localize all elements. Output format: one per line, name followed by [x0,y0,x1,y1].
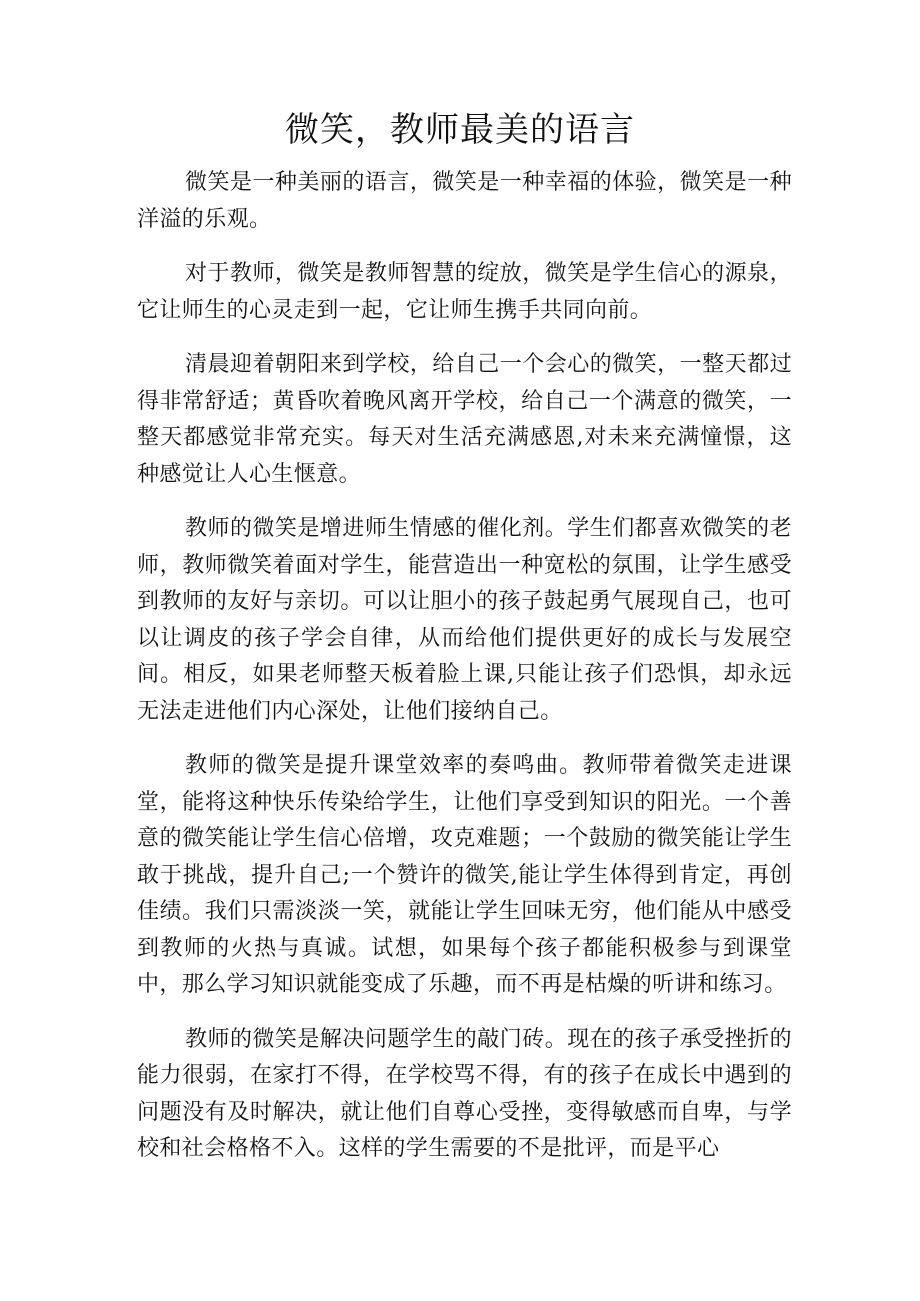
paragraph-3: 清晨迎着朝阳来到学校，给自己一个会心的微笑，一整天都过得非常舒适；黄昏吹着晚风离开学校，给自己一个满意的微笑，一整天都感觉非常充实。每天对生活充满感恩,对未来充满憧憬，这种感觉让人心生惬意。 [137,352,792,487]
paragraph-2: 对于教师，微笑是教师智慧的绽放，微笑是学生信心的源泉，它让师生的心灵走到一起，它让师生携手共同向前。 [137,261,792,323]
paragraph-4: 教师的微笑是增进师生情感的催化剂。学生们都喜欢微笑的老师，教师微笑着面对学生，能营造出一种宽松的氛围，让学生感受到教师的友好与亲切。可以让胆小的孩子鼓起勇气展现自己，也可以让调皮的孩子学会自律，从而给他们提供更好的成长与发展空间。相反，如果老师整天板着脸上课,只能让孩子们恐惧，却永远无法走进他们内心深处，让他们接纳自己。 [137,516,792,724]
paragraph-5: 教师的微笑是提升课堂效率的奏鸣曲。教师带着微笑走进课堂，能将这种快乐传染给学生，让他们享受到知识的阳光。一个善意的微笑能让学生信心倍增，攻克难题；一个鼓励的微笑能让学生敢于挑战，提升自己;一个赞许的微笑,能让学生体得到肯定，再创佳绩。我们只需淡淡一笑，就能让学生回味无穷，他们能从中感受到教师的火热与真诚。试想，如果每个孩子都能积极参与到课堂中，那么学习知识就能变成了乐趣，而不再是枯燥的听讲和练习。 [137,753,792,997]
page-title: 微笑，教师最美的语言 [285,110,635,150]
paragraph-6: 教师的微笑是解决问题学生的敲门砖。现在的孩子承受挫折的能力很弱，在家打不得，在学校骂不得，有的孩子在成长中遇到的问题没有及时解决，就让他们自尊心受挫，变得敏感而自卑，与学校和社会格格不入。这样的学生需要的不是批评，而是平心 [137,1026,792,1161]
paragraph-1: 微笑是一种美丽的语言，微笑是一种幸福的体验，微笑是一种洋溢的乐观。 [137,170,792,232]
document-body [137,165,792,1186]
